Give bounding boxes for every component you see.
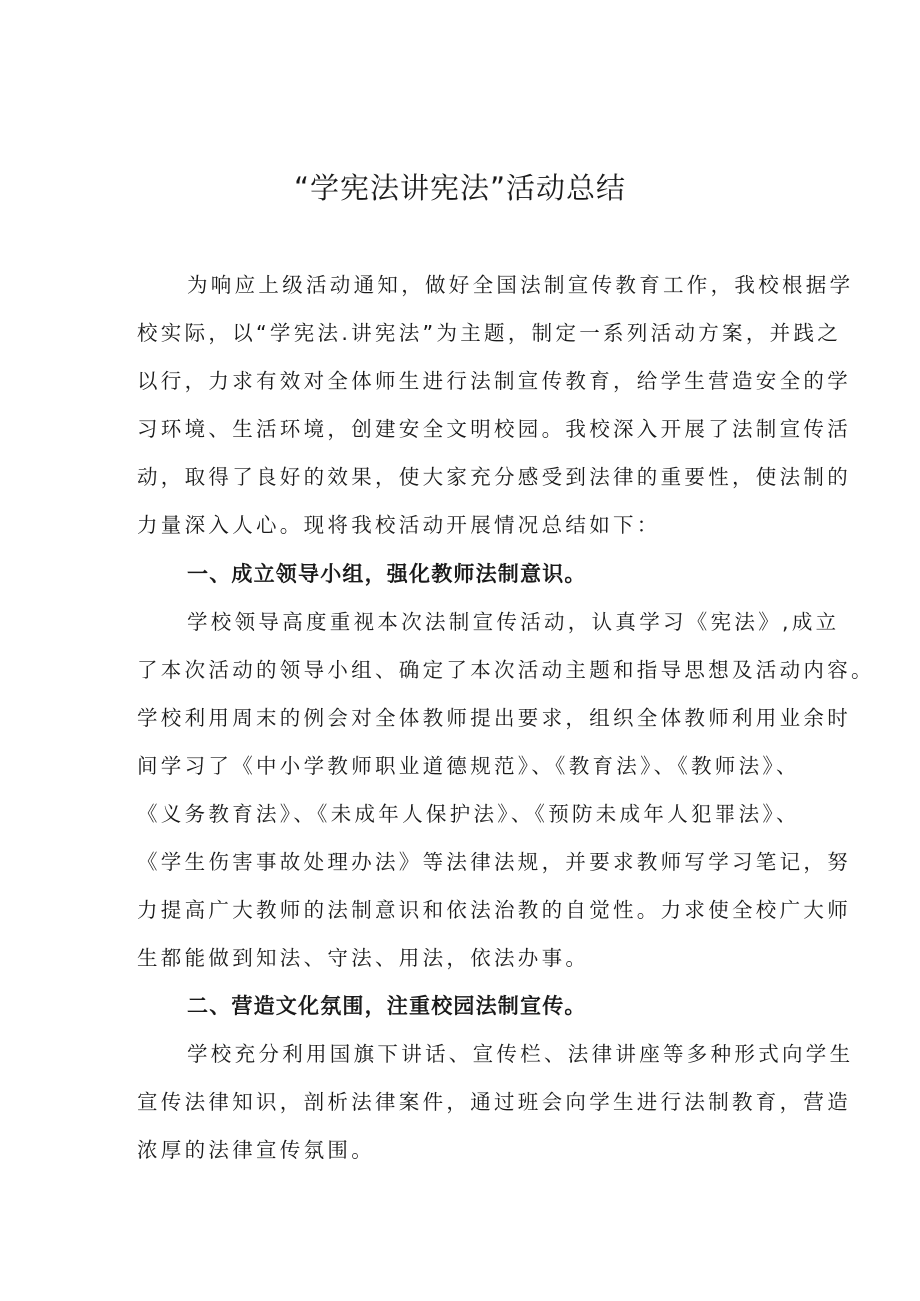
section-2-line-2: 宣传法律知识，剖析法律案件，通过班会向学生进行法制教育，营造: [137, 1090, 851, 1114]
intro-line-3: 以行，力求有效对全体师生进行法制宣传教育，给学生营造安全的学: [137, 369, 851, 393]
section-1-line-7: 力提高广大教师的法制意识和依法治教的自觉性。力求使全校广大师: [137, 898, 851, 922]
intro-line-1: 为响应上级活动通知，做好全国法制宣传教育工作，我校根据学: [187, 273, 854, 297]
section-2-line-1: 学校充分利用国旗下讲话、宣传栏、法律讲座等多种形式向学生: [187, 1042, 854, 1066]
section-1-line-1: 学校领导高度重视本次法制宣传活动，认真学习《宪法》,成立: [187, 610, 840, 634]
section-1-line-8: 生都能做到知法、守法、用法，依法办事。: [137, 946, 590, 970]
section-1-line-5: 《义务教育法》、《未成年人保护法》、《预防未成年人犯罪法》、: [137, 802, 800, 826]
section-1-line-4: 间学习了《中小学教师职业道德规范》、《教育法》、《教师法》、: [137, 754, 800, 778]
section-1-heading: 一、成立领导小组，强化教师法制意识。: [187, 562, 587, 586]
intro-line-2: 校实际，以“学宪法.讲宪法”为主题，制定一系列活动方案，并践之: [137, 321, 842, 345]
document-title: “学宪法讲宪法”活动总结: [293, 171, 627, 205]
section-1-line-2: 了本次活动的领导小组、确定了本次活动主题和指导思想及活动内容。: [137, 658, 875, 682]
intro-line-6: 力量深入人心。现将我校活动开展情况总结如下：: [137, 513, 661, 537]
section-1-line-6: 《学生伤害事故处理办法》等法律法规，并要求教师写学习笔记，努: [137, 850, 851, 874]
intro-line-4: 习环境、生活环境，创建安全文明校园。我校深入开展了法制宣传活: [137, 417, 851, 441]
intro-line-5: 动，取得了良好的效果，使大家充分感受到法律的重要性，使法制的: [137, 465, 851, 489]
section-2-heading: 二、营造文化氛围，注重校园法制宣传。: [187, 994, 587, 1018]
section-1-line-3: 学校利用周末的例会对全体教师提出要求，组织全体教师利用业余时: [137, 706, 851, 730]
section-2-line-3: 浓厚的法律宣传氛围。: [137, 1138, 375, 1162]
